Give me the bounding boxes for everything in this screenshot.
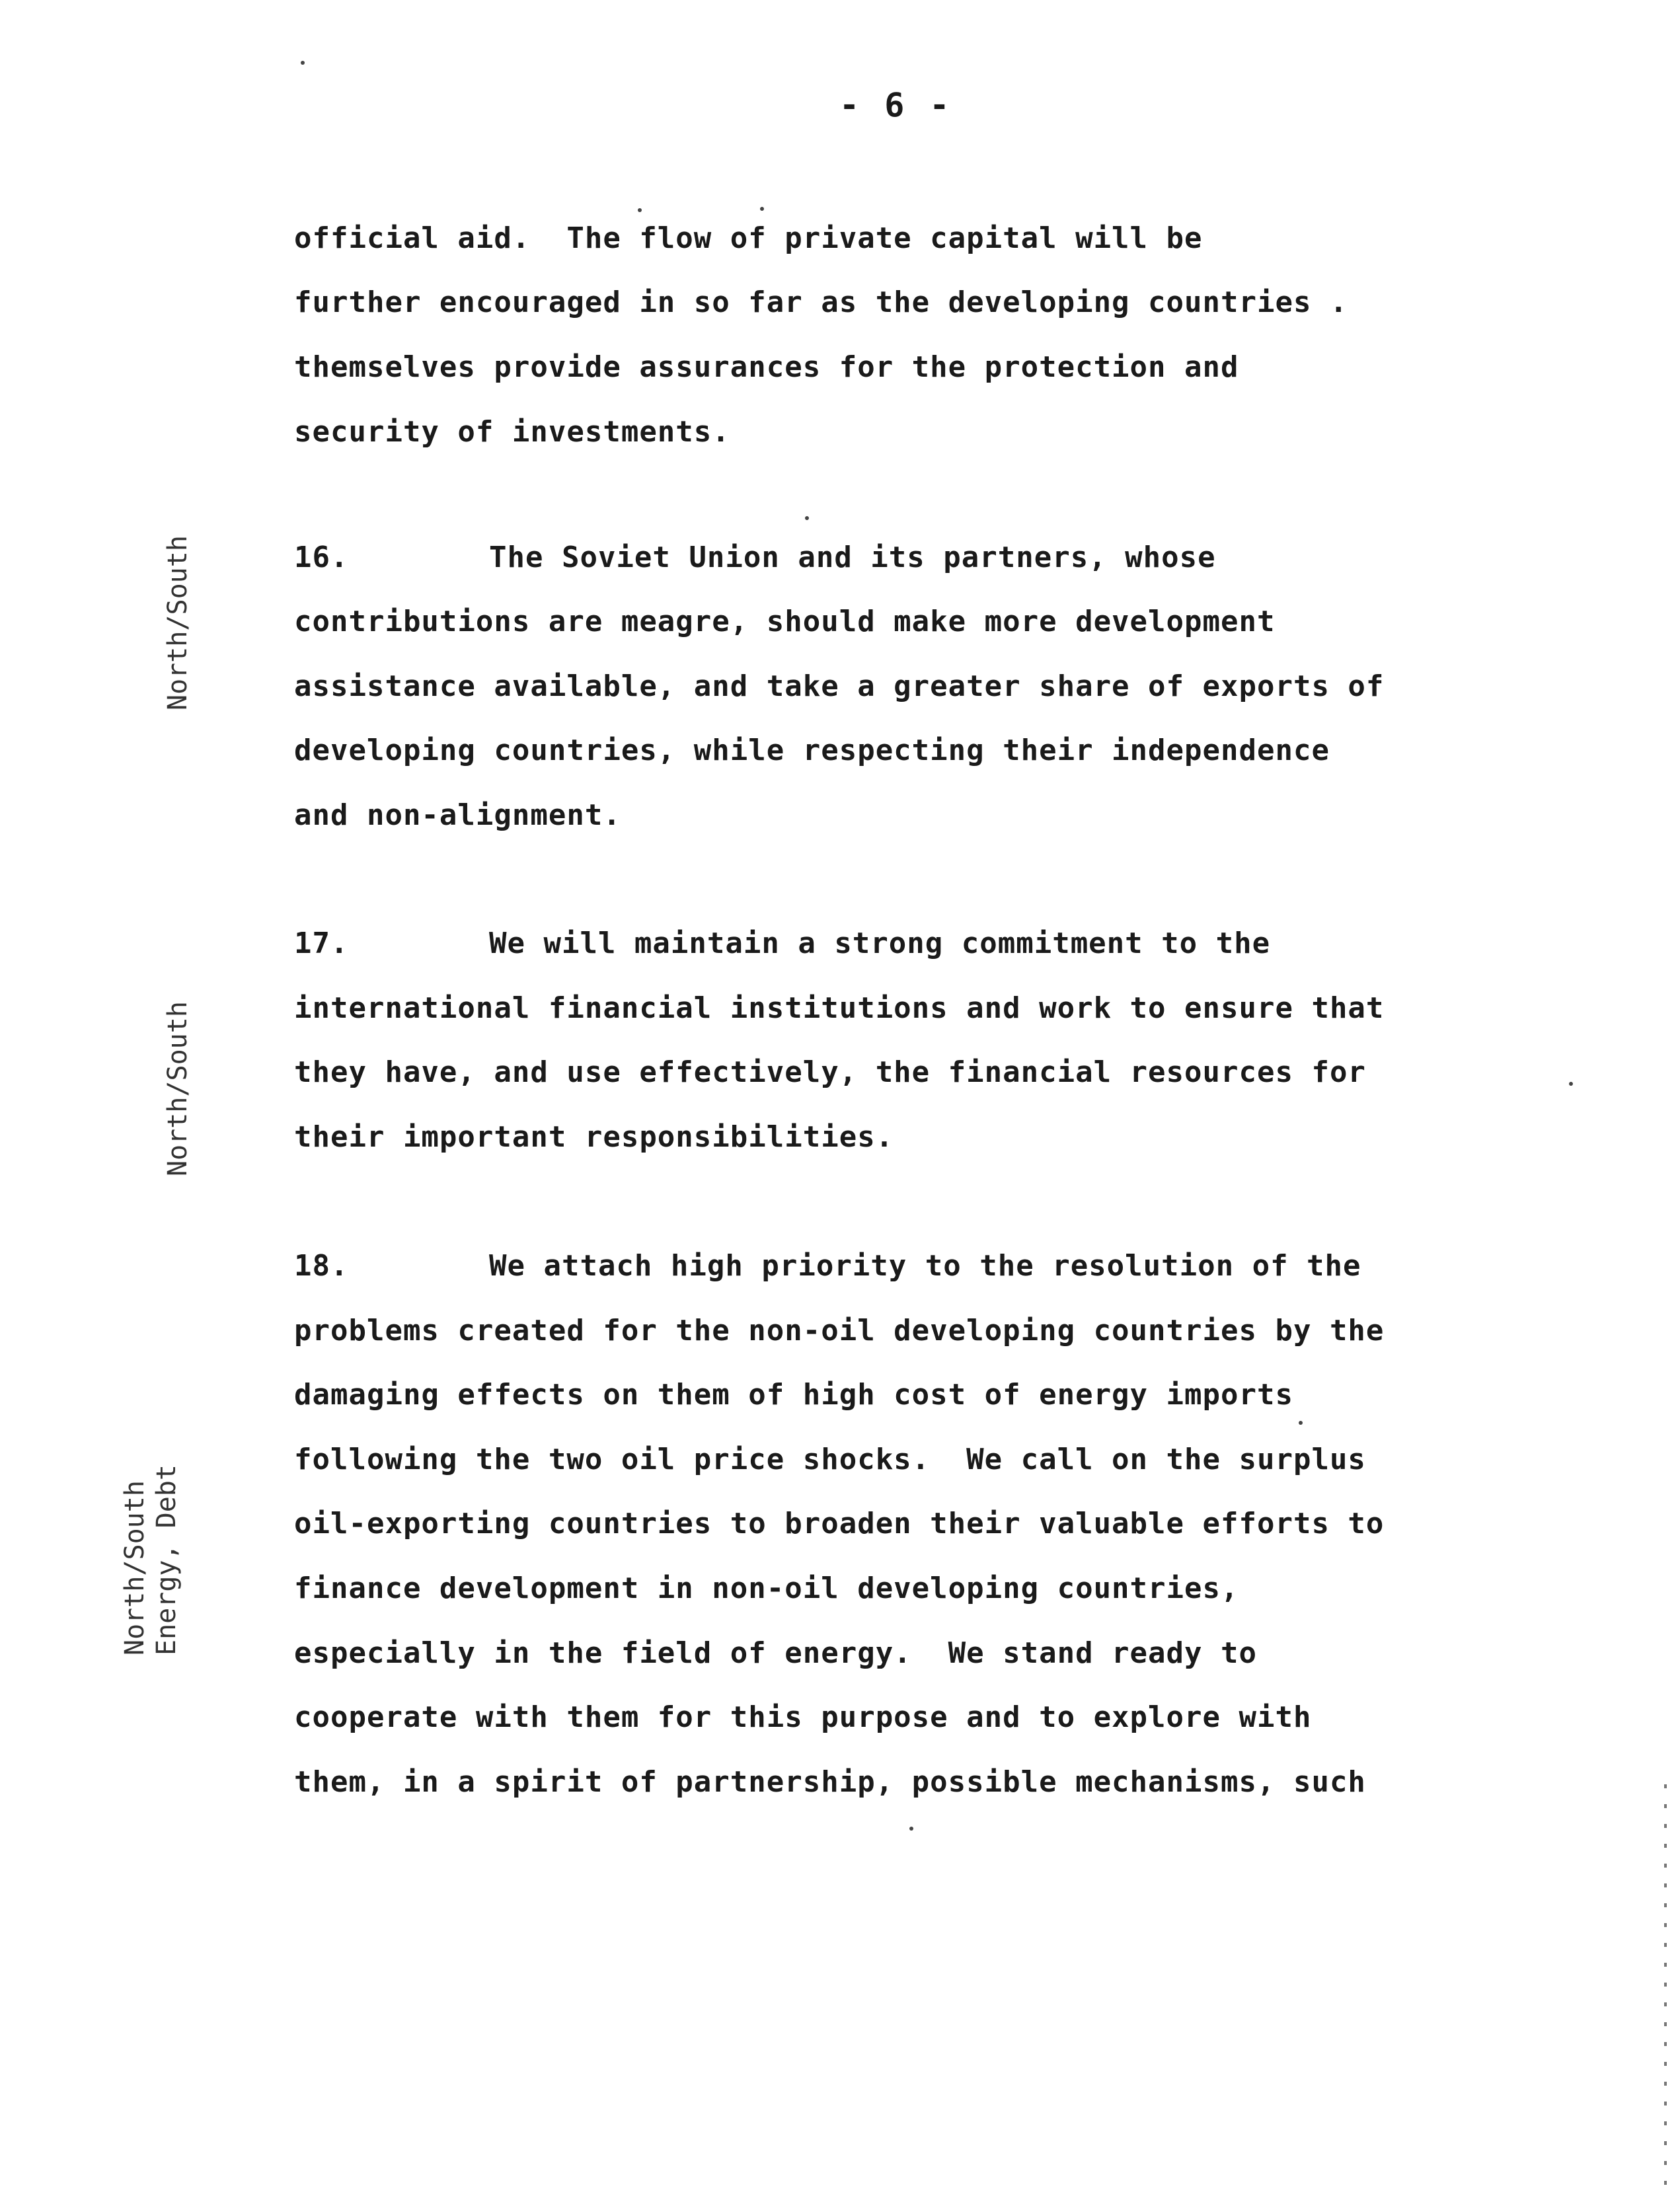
body-line: them, in a spirit of partnership, possible mechanisms, such [294,1765,1366,1799]
margin-note-north-south-16: North/South [163,535,193,710]
body-line: and non-alignment. [294,798,621,832]
paragraph-number: 17. [294,927,349,960]
scan-speck [301,61,305,65]
page-number: - 6 - [839,86,952,124]
paragraph-18-first-line: 18. We attach high priority to the resolution of the [294,1249,1361,1283]
body-line: developing countries, while respecting their independence [294,734,1330,767]
body-line: following the two oil price shocks. We call on the surplus [294,1443,1366,1476]
paragraph-number: 16. [294,541,349,574]
body-line: their important responsibilities. [294,1120,894,1154]
paragraph-16-first-line: 16. The Soviet Union and its partners, whose [294,541,1216,574]
margin-note-north-south-17: North/South [163,1001,193,1176]
scan-speck [1569,1082,1573,1086]
body-line: cooperate with them for this purpose and to explore with [294,1700,1312,1734]
scan-speck [638,208,642,212]
scan-edge-marks [1664,1784,1667,2194]
body-line: oil-exporting countries to broaden their valuable efforts to [294,1507,1385,1540]
body-line: problems created for the non-oil developing countries by the [294,1314,1385,1347]
scan-speck [1299,1421,1303,1425]
body-line: finance development in non-oil developing countries, [294,1572,1239,1605]
body-line: they have, and use effectively, the financial resources for [294,1055,1366,1089]
paragraph-number: 18. [294,1249,349,1283]
body-line: especially in the field of energy. We stand ready to [294,1636,1257,1670]
body-line: themselves provide assurances for the protection and [294,350,1239,384]
body-line: damaging effects on them of high cost of energy imports [294,1378,1293,1412]
body-line: security of investments. [294,415,730,449]
scan-speck [760,207,764,211]
body-line: official aid. The flow of private capital will be [294,221,1203,255]
body-line: assistance available, and take a greater share of exports of [294,669,1385,703]
body-line: contributions are meagre, should make more development [294,605,1276,638]
body-line: further encouraged in so far as the developing countries . [294,285,1348,319]
scan-speck [805,516,809,520]
paragraph-17-first-line: 17. We will maintain a strong commitment to the [294,927,1271,960]
margin-note-north-south-energy-debt-18: North/South Energy, Debt [120,1464,182,1655]
body-line: international financial institutions and work to ensure that [294,991,1385,1025]
scan-speck [909,1827,913,1831]
